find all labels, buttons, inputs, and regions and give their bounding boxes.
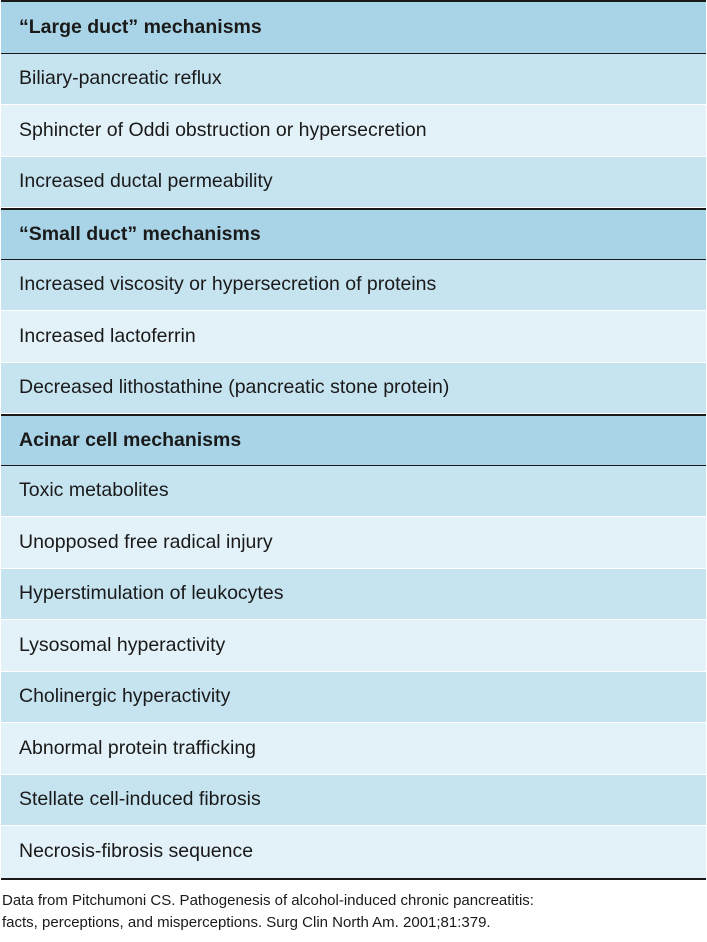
table-row: Cholinergic hyperactivity — [1, 672, 706, 724]
table-row: Increased viscosity or hypersecretion of proteins — [1, 260, 706, 312]
table-row: Lysosomal hyperactivity — [1, 620, 706, 672]
table-row: Toxic metabolites — [1, 466, 706, 518]
table-row: Decreased lithostathine (pancreatic stone protein) — [1, 363, 706, 415]
mechanisms-table — [1, 0, 706, 880]
source-caption — [0, 890, 702, 934]
section-heading-large-duct: “Large duct” mechanisms — [1, 2, 706, 54]
table-row: Biliary-pancreatic reflux — [1, 54, 706, 106]
table-row: Abnormal protein trafficking — [1, 723, 706, 775]
section-heading-small-duct: “Small duct” mechanisms — [1, 208, 706, 260]
table-row: Stellate cell-induced fibrosis — [1, 775, 706, 827]
caption-line-1: Data from Pitchumoni CS. Pathogenesis of alcohol-induced chronic pancreatitis: — [2, 891, 534, 909]
section-heading-acinar-cell: Acinar cell mechanisms — [1, 414, 706, 466]
table-row: Increased lactoferrin — [1, 311, 706, 363]
table-row: Necrosis-fibrosis sequence — [1, 826, 706, 878]
table-row: Increased ductal permeability — [1, 157, 706, 209]
table-row: Unopposed free radical injury — [1, 517, 706, 569]
table-row: Sphincter of Oddi obstruction or hypersecretion — [1, 105, 706, 157]
caption-line-2: facts, perceptions, and misperceptions. Surg Clin North Am. 2001;81:379. — [2, 913, 491, 931]
table-row: Hyperstimulation of leukocytes — [1, 569, 706, 621]
